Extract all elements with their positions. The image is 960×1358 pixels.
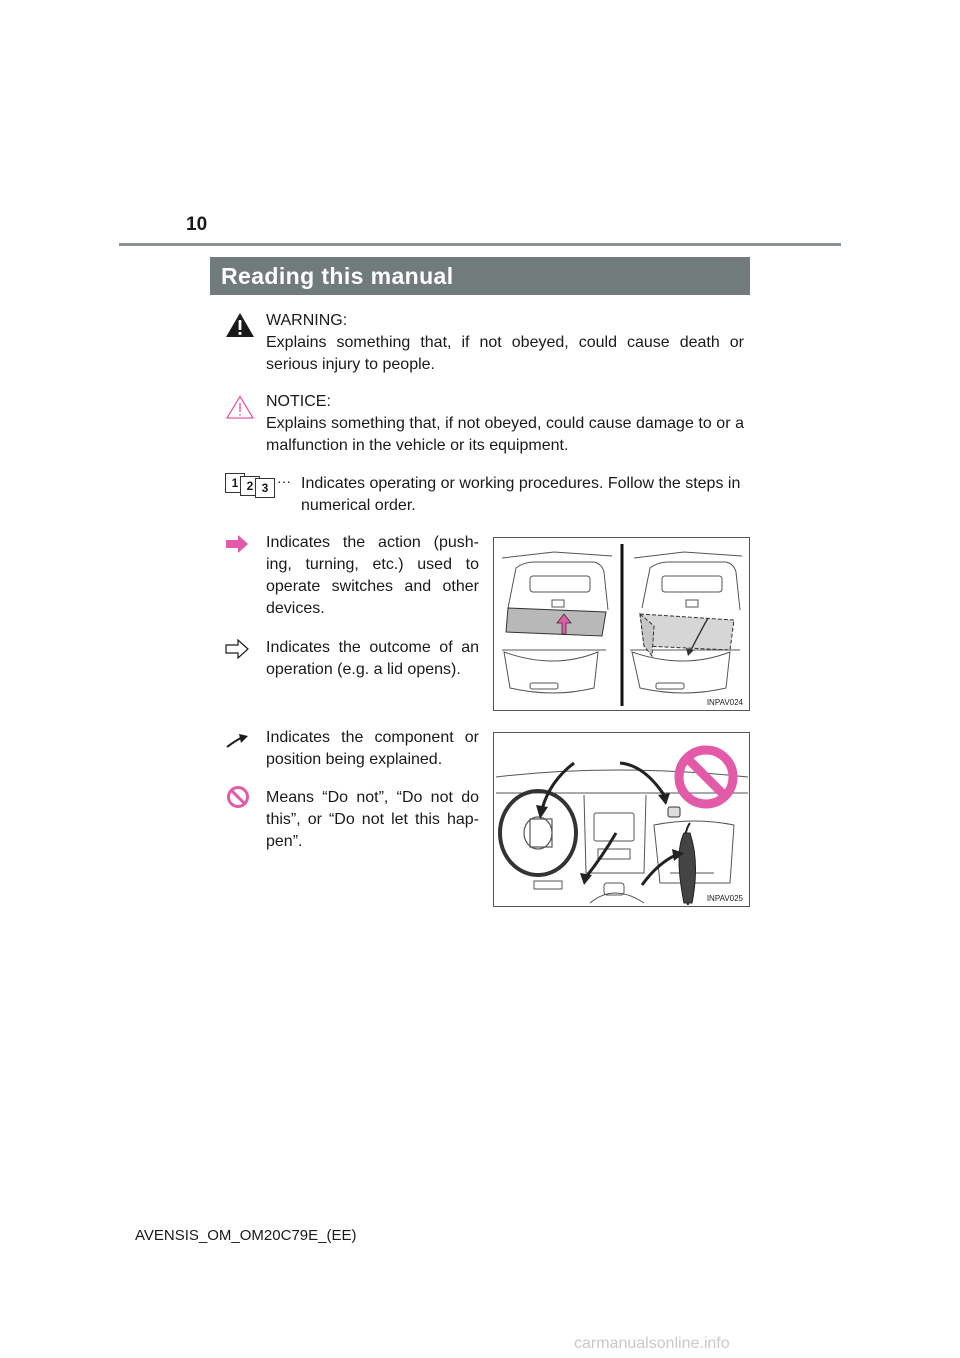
dashboard-drawing — [494, 733, 749, 906]
illustration-overhead-console — [493, 537, 750, 711]
component-pointer-icon — [225, 733, 249, 749]
overhead-console-drawing — [494, 538, 749, 710]
notice-text: Explains something that, if not obeyed, could cause damage to or a malfunction in the vehicle or its equipment. — [266, 415, 744, 454]
action-text: Indicates the action (push-ing, turning, etc.) used to operate switches and other devices. — [266, 534, 479, 617]
action-arrow-icon — [225, 534, 249, 554]
header-rule — [119, 243, 841, 246]
warning-icon — [225, 312, 255, 338]
step-badges-icon — [225, 473, 295, 497]
page-number: 10 — [186, 214, 208, 235]
section-title: Reading this manual — [210, 257, 750, 295]
notice-label: NOTICE: — [266, 393, 331, 410]
step-badge-1: 1 — [225, 473, 245, 493]
component-text: Indicates the component or position being explained. — [266, 729, 479, 768]
outcome-text: Indicates the outcome of an operation (e.g. a lid opens). — [266, 639, 479, 678]
illustration-dashboard — [493, 732, 750, 907]
step-badge-3: 3 — [255, 478, 275, 498]
outcome-arrow-icon — [225, 639, 249, 659]
steps-text: Indicates operating or working procedures. Follow the steps in numerical order. — [301, 475, 741, 514]
step-badge-2: 2 — [240, 476, 260, 496]
warning-label: WARNING: — [266, 312, 348, 329]
warning-text: Explains something that, if not obeyed, could cause death or serious injury to people. — [266, 334, 744, 373]
step-dots: ··· — [277, 473, 291, 489]
notice-block — [266, 391, 744, 457]
watermark: carmanualsonline.info — [574, 1335, 730, 1352]
illustration-code-top: INPAV024 — [706, 698, 743, 707]
notice-icon — [226, 395, 254, 419]
footer-doc-code: AVENSIS_OM_OM20C79E_(EE) — [135, 1227, 357, 1244]
prohibit-icon — [226, 785, 250, 809]
warning-block — [266, 310, 744, 376]
illustration-code-bottom: INPAV025 — [706, 894, 743, 903]
prohibit-text: Means “Do not”, “Do not do this”, or “Do not let this hap-pen”. — [266, 789, 479, 850]
